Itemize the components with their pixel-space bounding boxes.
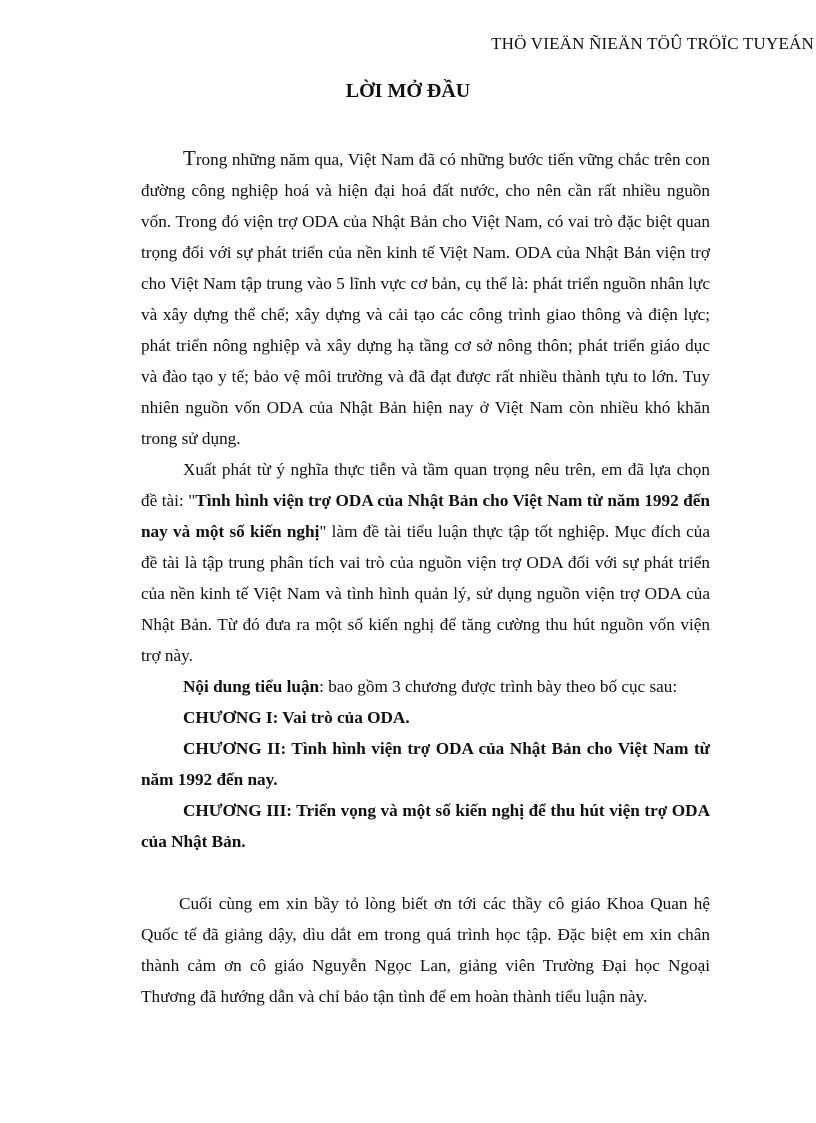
drop-cap: T: [183, 146, 196, 170]
content-intro-paragraph: [141, 671, 710, 702]
paragraph-spacer: [141, 857, 710, 888]
document-body: [141, 143, 710, 1012]
chapter-2: CHƯƠNG II: Tình hình viện trợ ODA của Nhật Bản cho Việt Nam từ năm 1992 đến nay.: [141, 739, 710, 789]
topic-suffix: " làm đề tài tiểu luận thực tập tốt nghiệp. Mục đích của đề tài là tập trung phân tích vai trò của nguồn viện trợ ODA đối với sự phát triển của nền kinh tế Việt Nam và tình hình quản lý, sử dụng nguồn viện trợ ODA của Nhật Bản. Từ đó đưa ra một số kiến nghị để tăng cường thu hút nguồn vốn viện trợ này.: [141, 522, 710, 665]
page-title: LỜI MỞ ĐẦU: [345, 80, 471, 102]
closing-paragraph: Cuối cùng em xin bầy tỏ lòng biết ơn tới các thầy cô giáo Khoa Quan hệ Quốc tế đã giảng dậy, dìu dắt em trong quá trình học tập. Đặc biệt em xin chân thành cảm ơn cô giáo Nguyễn Ngọc Lan, giảng viên Trường Đại học Ngoại Thương đã hướng dẫn và chỉ bảo tận tình để em hoàn thành tiểu luận này.: [141, 894, 710, 1006]
topic-title: Tình hình viện trợ ODA của Nhật Bản cho Việt Nam từ năm 1992 đến nay và một số kiến nghị: [141, 491, 710, 541]
topic-paragraph: [141, 454, 710, 671]
content-intro-label: Nội dung tiểu luận: [183, 677, 320, 696]
running-header: THÖ VIEÄN ÑIEÄN TÖÛ TRÖÏC TUYEÁN: [491, 34, 814, 53]
intro-text: rong những năm qua, Việt Nam đã có những bước tiến vững chắc trên con đường công nghiệp hoá và hiện đại hoá đất nước, cho nên cần rất nhiều nguồn vốn. Trong đó viện trợ ODA của Nhật Bản cho Việt Nam, có vai trò đặc biệt quan trọng đối với sự phát triển của nền kinh tế Việt Nam. ODA của Nhật Bản viện trợ cho Việt Nam tập trung vào 5 lĩnh vực cơ bản, cụ thể là: phát triển nguồn nhân lực và xây dựng thể chế; xây dựng và cải tạo các công trình giao thông và điện lực; phát triển nông nghiệp và xây dựng hạ tầng cơ sở nông thôn; phát triển giáo dục và đào tạo y tế; bảo vệ môi trường và đã đạt được rất nhiều thành tựu to lớn. Tuy nhiên nguồn vốn ODA của Nhật Bản hiện nay ở Việt Nam còn nhiều khó khăn trong sử dụng.: [141, 150, 710, 448]
chapter-3: CHƯƠNG III: Triển vọng và một số kiến nghị để thu hút viện trợ ODA của Nhật Bản.: [141, 801, 710, 851]
chapter-1: CHƯƠNG I: Vai trò của ODA.: [183, 708, 410, 727]
content-intro-text: : bao gồm 3 chương được trình bày theo bố cục sau:: [319, 677, 678, 696]
topic-prefix: Xuất phát từ ý nghĩa thực tiễn và tầm quan trọng nêu trên, em đã lựa chọn đề tài: ": [141, 460, 710, 510]
intro-paragraph: [141, 143, 710, 454]
